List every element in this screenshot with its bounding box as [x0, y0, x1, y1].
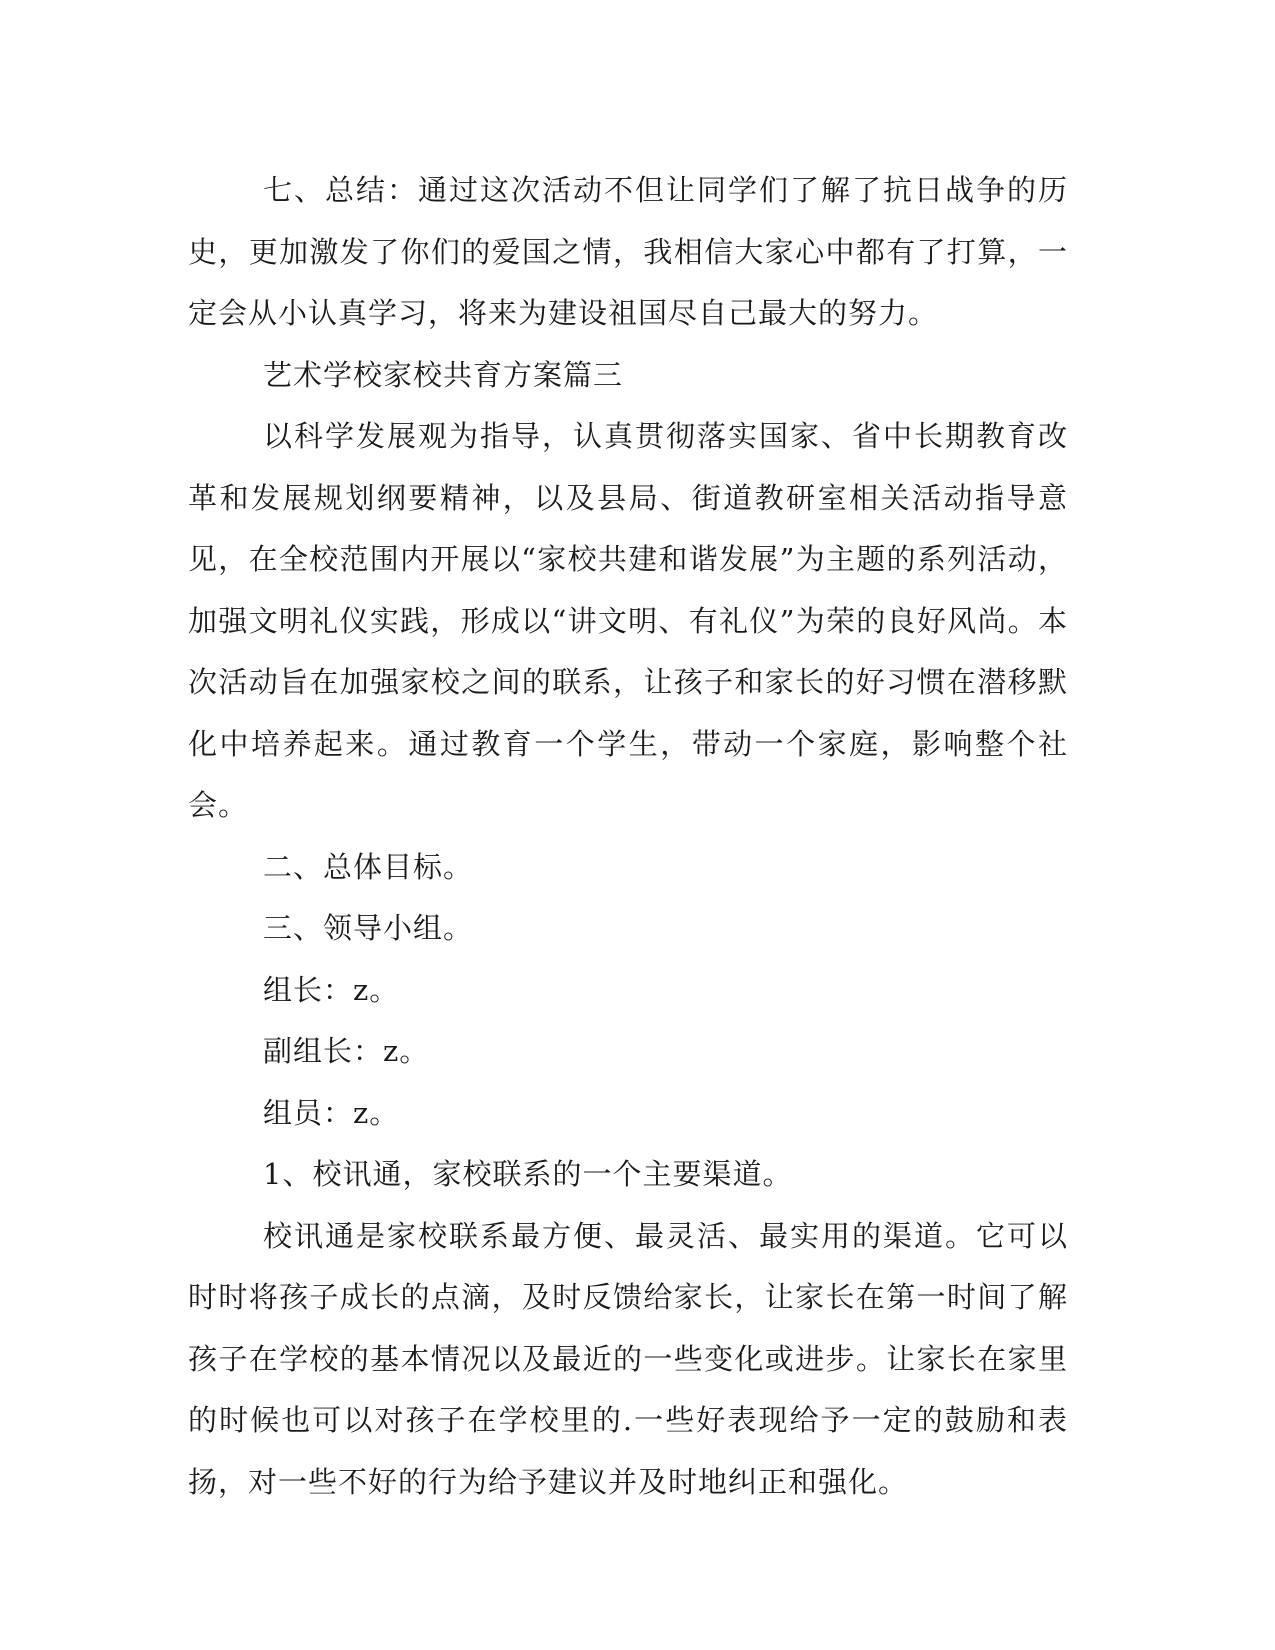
group-members: 组员：z。	[263, 1095, 400, 1130]
paragraph-xiaoxuntong: 校讯通是家校联系最方便、最灵活、最实用的渠道。它可以时时将孩子成长的点滴，及时反馈给家长，让家长在第一时间了解孩子在学校的基本情况以及最近的一些变化或进步。让家长在家里的时候也可以对孩子在学校里的.一些好表现给予一定的鼓励和表扬，对一些不好的行为给予建议并及时地纠正和强化。	[188, 1218, 1068, 1499]
section-heading: 艺术学校家校共育方案篇三	[263, 357, 624, 392]
heading-xiaoxuntong: 1、校讯通，家校联系的一个主要渠道。	[263, 1157, 793, 1191]
paragraph-guiding-principle: 以科学发展观为指导，认真贯彻落实国家、省中长期教育改革和发展规划纲要精神，以及县局、街道教研室相关活动指导意见，在全校范围内开展以“家校共建和谐发展”为主题的系列活动，加强文明礼仪实践，形成以“讲文明、有礼仪”为荣的良好风尚。本次活动旨在加强家校之间的联系，让孩子和家长的好习惯在潜移默化中培养起来。通过教育一个学生，带动一个家庭，影响整个社会。	[188, 419, 1068, 822]
heading-leadership-group: 三、领导小组。	[263, 911, 474, 945]
heading-overall-goal: 二、总体目标。	[263, 849, 474, 884]
paragraph-summary: 七、总结：通过这次活动不但让同学们了解了抗日战争的历史，更加激发了你们的爱国之情，我相信大家心中都有了打算，一定会从小认真学习，将来为建设祖国尽自己最大的努力。	[188, 173, 1068, 330]
document-body	[188, 160, 1068, 1513]
deputy-group-leader: 副组长：z。	[263, 1034, 430, 1068]
group-leader: 组长：z。	[263, 972, 400, 1007]
